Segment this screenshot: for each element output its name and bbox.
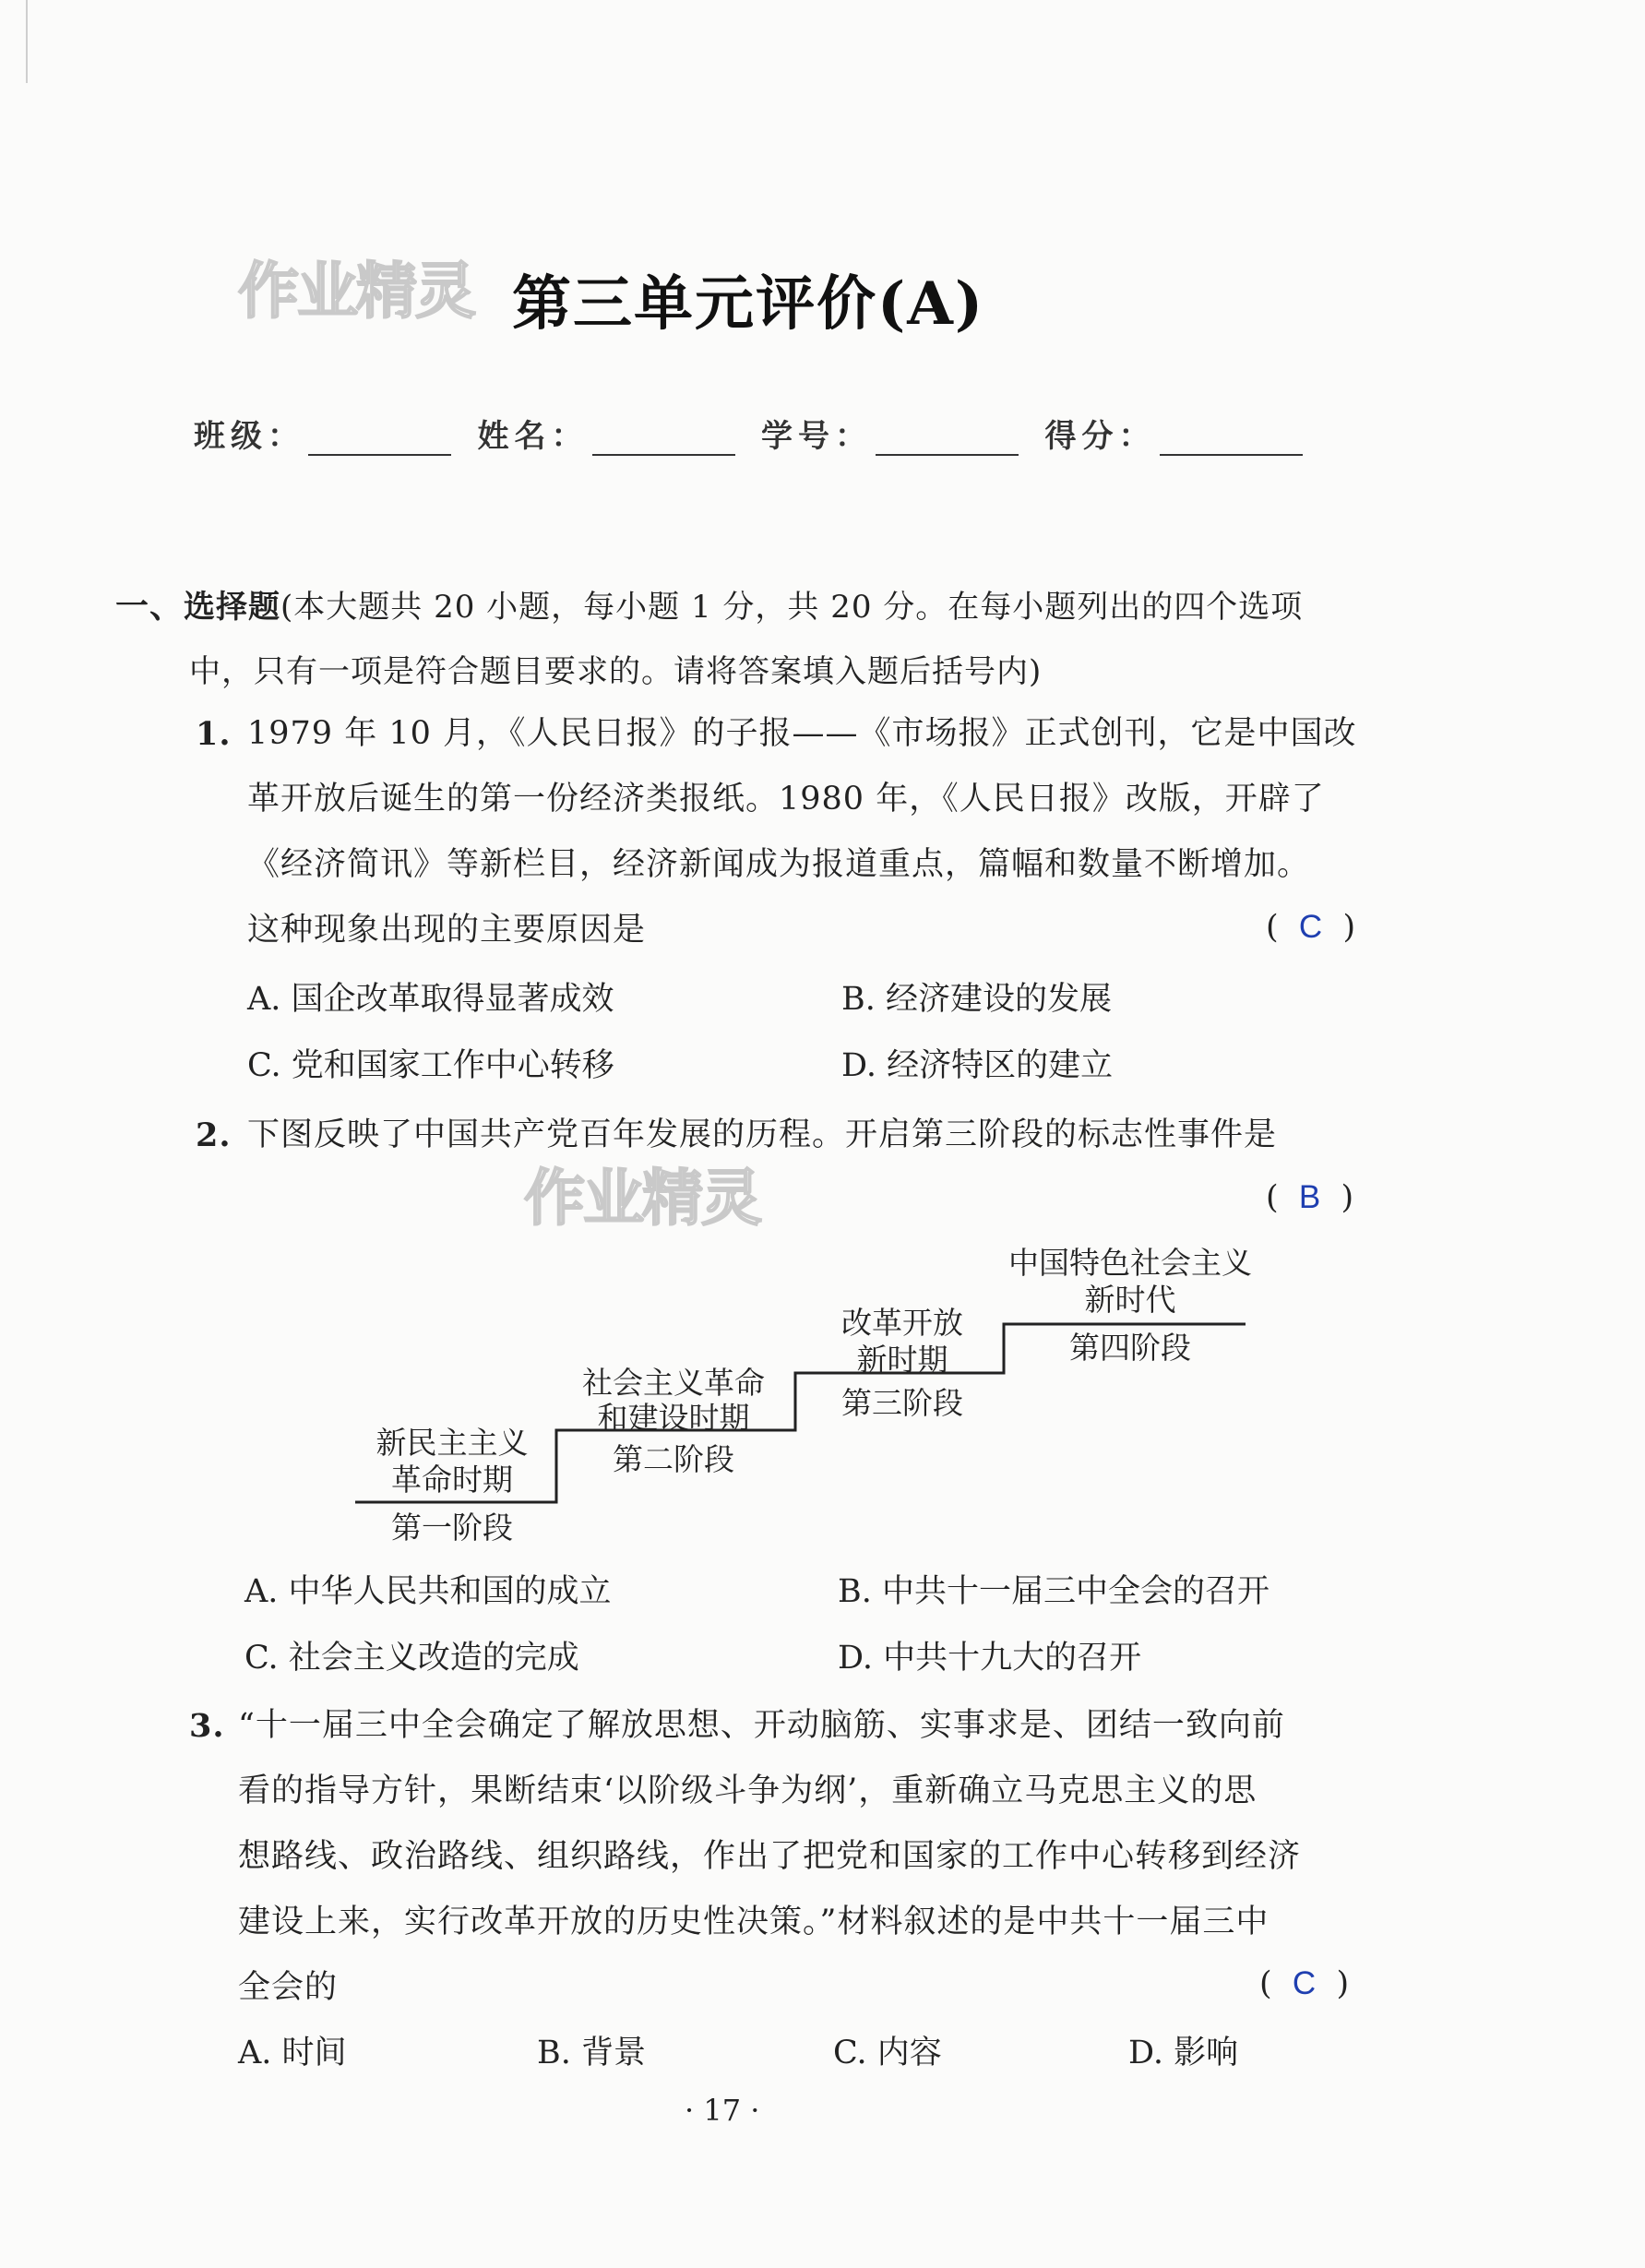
stage4-period-line1: 中国特色社会主义 [1008,1245,1252,1281]
question-number: 3. [189,1707,225,1745]
stage3-label: 第三阶段 [841,1385,963,1421]
section-heading-line1 [115,574,1389,639]
class-field [194,411,478,456]
score-label: 得分： [1044,418,1156,455]
stem-line: 下图反映了中国共产党百年发展的历程。开启第三阶段的标志性事件是 [247,1116,1278,1153]
stem-line: 看的指导方针，果断结束‘以阶级斗争为纲’，重新确立马克思主义的思 [238,1773,1258,1809]
student-info-row [194,411,1329,456]
section-name: 选择题 [184,589,281,626]
option-a: A. 国企改革取得显著成效 [247,981,614,1018]
stem-line: 想路线、政治路线、组织路线，作出了把党和国家的工作中心转移到经济 [238,1838,1302,1875]
question-stem [238,1693,1301,2021]
answer-bracket: ( B ) [1266,1179,1354,1216]
party-history-staircase-diagram [341,1232,1282,1564]
stem-line: 革开放后诞生的第一份经济类报纸。1980 年，《人民日报》改版，开辟了 [247,781,1325,818]
stem-line: “十一届三中全会确定了解放思想、开动脑筋、实事求是、团结一致向前 [238,1707,1285,1744]
option-b: B. 背景 [537,2035,646,2071]
option-c: C. 内容 [833,2035,942,2071]
stage2-period-line1: 社会主义革命 [582,1365,765,1401]
question-number: 1. [196,715,232,753]
option-c: C. 社会主义改造的完成 [244,1640,579,1677]
page-number: · 17 · [685,2093,760,2128]
answer-bracket: ( C ) [1266,909,1356,946]
stem-line: 《经济简讯》等新栏目，经济新闻成为报道重点，篇幅和数量不断增加。 [247,846,1311,883]
watermark-logo: 作业精灵 [238,256,474,327]
answer-bracket: ( C ) [1259,1965,1350,2002]
question-number: 2. [196,1116,232,1154]
stage1-period-line2: 革命时期 [391,1462,513,1498]
stem-line: 1979 年 10 月，《人民日报》的子报——《市场报》正式创刊，它是中国改 [247,715,1357,752]
stage3-period-line1: 改革开放 [841,1305,963,1341]
score-blank [1160,419,1303,456]
option-b: B. 中共十一届三中全会的召开 [838,1573,1270,1610]
student-id-field [761,411,1045,456]
option-a: A. 中华人民共和国的成立 [244,1573,612,1610]
name-blank [592,419,735,456]
stem-line: 这种现象出现的主要原因是 [247,912,647,949]
section-heading [115,574,1389,704]
page-title: 第三单元评价(A) [512,269,985,339]
class-label: 班级： [194,418,304,455]
question-stem [247,1103,1277,1168]
score-field [1045,411,1329,456]
option-a: A. 时间 [238,2035,347,2071]
answer-letter: C [1298,909,1323,945]
student-id-blank [876,419,1019,456]
class-blank [308,419,451,456]
option-d: D. 中共十九大的召开 [838,1640,1142,1677]
answer-letter: C [1292,1965,1317,2001]
option-b: B. 经济建设的发展 [841,981,1112,1018]
stage2-label: 第二阶段 [613,1441,734,1477]
name-label: 姓名： [477,418,589,455]
watermark-logo: 作业精灵 [524,1163,760,1234]
section-note-line2: 中，只有一项是符合题目要求的。请将答案填入题后括号内) [189,653,1043,690]
stage1-label: 第一阶段 [391,1510,513,1546]
section-number: 一、 [115,587,185,626]
page-edge [26,0,28,83]
option-d: D. 经济特区的建立 [841,1047,1114,1084]
stem-line: 全会的 [238,1969,339,2006]
option-c: C. 党和国家工作中心转移 [247,1047,614,1084]
stage1-period-line1: 新民主主义 [375,1425,529,1461]
stem-line: 建设上来，实行改革开放的历史性决策。”材料叙述的是中共十一届三中 [238,1904,1270,1940]
question-stem [247,701,1357,963]
section-note: (本大题共 20 小题，每小题 1 分，共 20 分。在每小题列出的四个选项 [280,589,1304,626]
answer-letter: B [1298,1179,1321,1215]
option-d: D. 影响 [1128,2035,1239,2071]
stage4-period-line2: 新时代 [1084,1282,1176,1318]
name-field [478,411,762,456]
stage4-label: 第四阶段 [1069,1330,1191,1366]
stage2-period-line2: 和建设时期 [597,1400,750,1436]
student-id-label: 学号： [761,418,872,455]
stage3-period-line2: 新时期 [856,1342,948,1378]
